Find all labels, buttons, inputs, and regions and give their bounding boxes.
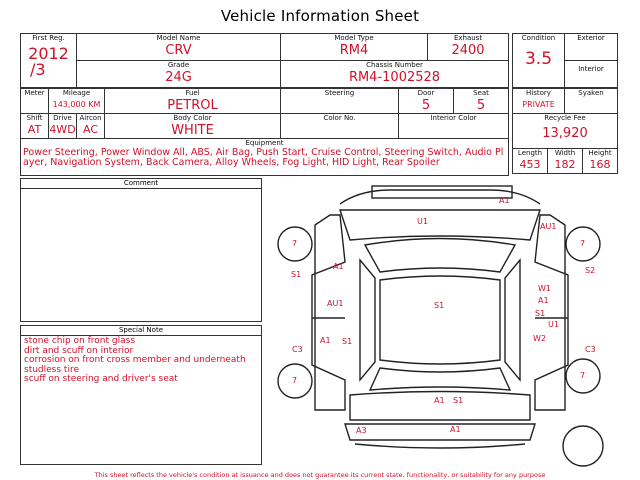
condition-label: Condition (521, 34, 556, 42)
special-note-item: studless tire (24, 364, 79, 375)
spare-wheel (563, 426, 603, 466)
comment-box (20, 178, 262, 322)
seat-label: Seat (473, 89, 489, 97)
hood (340, 210, 540, 240)
damage-mark: A1 (499, 196, 510, 205)
exhaust-value: 2400 (451, 43, 485, 58)
damage-mark: C3 (585, 345, 596, 354)
rear-window (370, 368, 510, 390)
sheet-title: Vehicle Information Sheet (220, 7, 420, 25)
syaken-label: Syaken (578, 89, 604, 97)
interior-label: Interior (578, 65, 604, 73)
comment-label: Comment (21, 179, 261, 189)
disclaimer-footer: This sheet reflects the vehicle's condition at issuance and does not guarantee its current state, functionality, or suitability for any purpose (94, 471, 546, 479)
chassis-number-label: Chassis Number (366, 61, 423, 69)
special-note-item: scuff on steering and driver's seat (24, 374, 178, 384)
width-label: Width (554, 149, 576, 157)
special-note-label: Special Note (21, 326, 261, 336)
height-value: 168 (589, 158, 611, 171)
damage-mark: S1 (291, 270, 302, 279)
drive-label: Drive (53, 114, 72, 122)
damage-mark: A1 (333, 262, 344, 271)
damage-mark: S1 (535, 309, 546, 318)
history-value: PRIVATE (522, 100, 555, 109)
exterior-label: Exterior (577, 34, 605, 42)
rear-bumper-lower (355, 444, 525, 448)
damage-mark: A1 (538, 296, 549, 305)
mileage-label: Mileage (62, 89, 91, 97)
recycle-fee-value: 13,920 (542, 126, 588, 141)
steering-label: Steering (324, 89, 355, 97)
condition-value: 3.5 (524, 49, 553, 69)
model-type-label: Model Type (334, 34, 374, 42)
history-table (512, 88, 618, 114)
special-note-box (20, 325, 262, 465)
damage-mark: AU1 (540, 222, 557, 231)
right-windows (505, 260, 520, 380)
interior-color-label: Interior Color (430, 114, 477, 122)
damage-mark: A1 (320, 336, 331, 345)
chassis-number-value: RM4-1002528 (348, 70, 441, 85)
damage-mark: U1 (548, 320, 559, 329)
equipment-label: Equipment (245, 139, 284, 147)
damage-mark: A3 (356, 426, 367, 435)
vehicle-info-table (20, 33, 509, 88)
damage-mark: 7 (292, 239, 298, 248)
door-value: 5 (421, 98, 431, 113)
length-value: 453 (519, 158, 541, 171)
aircon-value: AC (82, 123, 98, 136)
damage-mark: W2 (533, 334, 546, 343)
damage-mark: 7 (580, 239, 586, 248)
first-reg-month: /3 (30, 60, 46, 79)
front-grille (372, 186, 512, 198)
damage-mark: S1 (453, 396, 464, 405)
damage-mark: 7 (292, 376, 298, 385)
damage-mark: S1 (342, 337, 353, 346)
special-note-item: stone chip on front glass (24, 336, 136, 346)
vehicle-details-table (20, 88, 509, 176)
exhaust-label: Exhaust (453, 34, 483, 42)
roof (380, 276, 500, 364)
first-reg-year: 2012 (28, 44, 69, 63)
meter-label: Meter (24, 89, 45, 97)
damage-mark: A1 (450, 425, 461, 434)
front-bumper (340, 190, 540, 204)
fuel-label: Fuel (185, 89, 200, 97)
grade-label: Grade (167, 61, 190, 69)
length-label: Length (517, 149, 543, 157)
damage-mark: W1 (538, 284, 551, 293)
body-color-value: WHITE (171, 123, 214, 138)
first-reg-label: First Reg. (32, 34, 65, 42)
shift-label: Shift (26, 114, 43, 122)
damage-mark: C3 (292, 345, 303, 354)
special-note-list (21, 336, 261, 386)
fuel-value: PETROL (167, 98, 218, 113)
equipment-list: Power Steering, Power Window All, ABS, Air Bag, Push Start, Cruise Control, Steering Switch, Audio Player, Navigation System, Back Camera, Alloy Wheels, Fog Light, HID Light, Rear Spoiler (23, 147, 504, 168)
damage-mark: S1 (434, 301, 445, 310)
door-label: Door (417, 89, 435, 97)
grade-value: 24G (165, 70, 192, 85)
damage-mark: A1 (434, 396, 445, 405)
height-label: Height (588, 149, 612, 157)
color-no-label: Color No. (323, 114, 356, 122)
aircon-label: Aircon (79, 114, 102, 122)
damage-mark: 7 (580, 371, 586, 380)
model-name-label: Model Name (156, 34, 201, 42)
model-type-value: RM4 (339, 43, 369, 58)
mileage-value: 143,000 KM (52, 100, 101, 109)
condition-table (512, 33, 618, 88)
recycle-fee-label: Recycle Fee (544, 114, 586, 122)
seat-value: 5 (476, 98, 486, 113)
special-note-item: corrosion on front cross member and underneath (24, 355, 246, 365)
rear-bumper (345, 424, 535, 440)
left-side-panel (312, 215, 345, 410)
history-label: History (526, 89, 551, 97)
shift-value: AT (27, 123, 42, 136)
car-diagram (268, 178, 618, 470)
damage-mark: S2 (585, 266, 596, 275)
windshield (365, 239, 515, 273)
body-color-label: Body Color (173, 114, 212, 122)
width-value: 182 (554, 158, 576, 171)
model-name-value: CRV (165, 43, 192, 58)
comment-text (21, 189, 261, 191)
damage-mark: U1 (417, 217, 428, 226)
recycle-table (512, 113, 618, 174)
special-note-item: dirt and scuff on interior (24, 345, 134, 356)
left-windows (360, 260, 375, 380)
damage-mark: AU1 (327, 299, 344, 308)
drive-value: 4WD (49, 123, 76, 136)
